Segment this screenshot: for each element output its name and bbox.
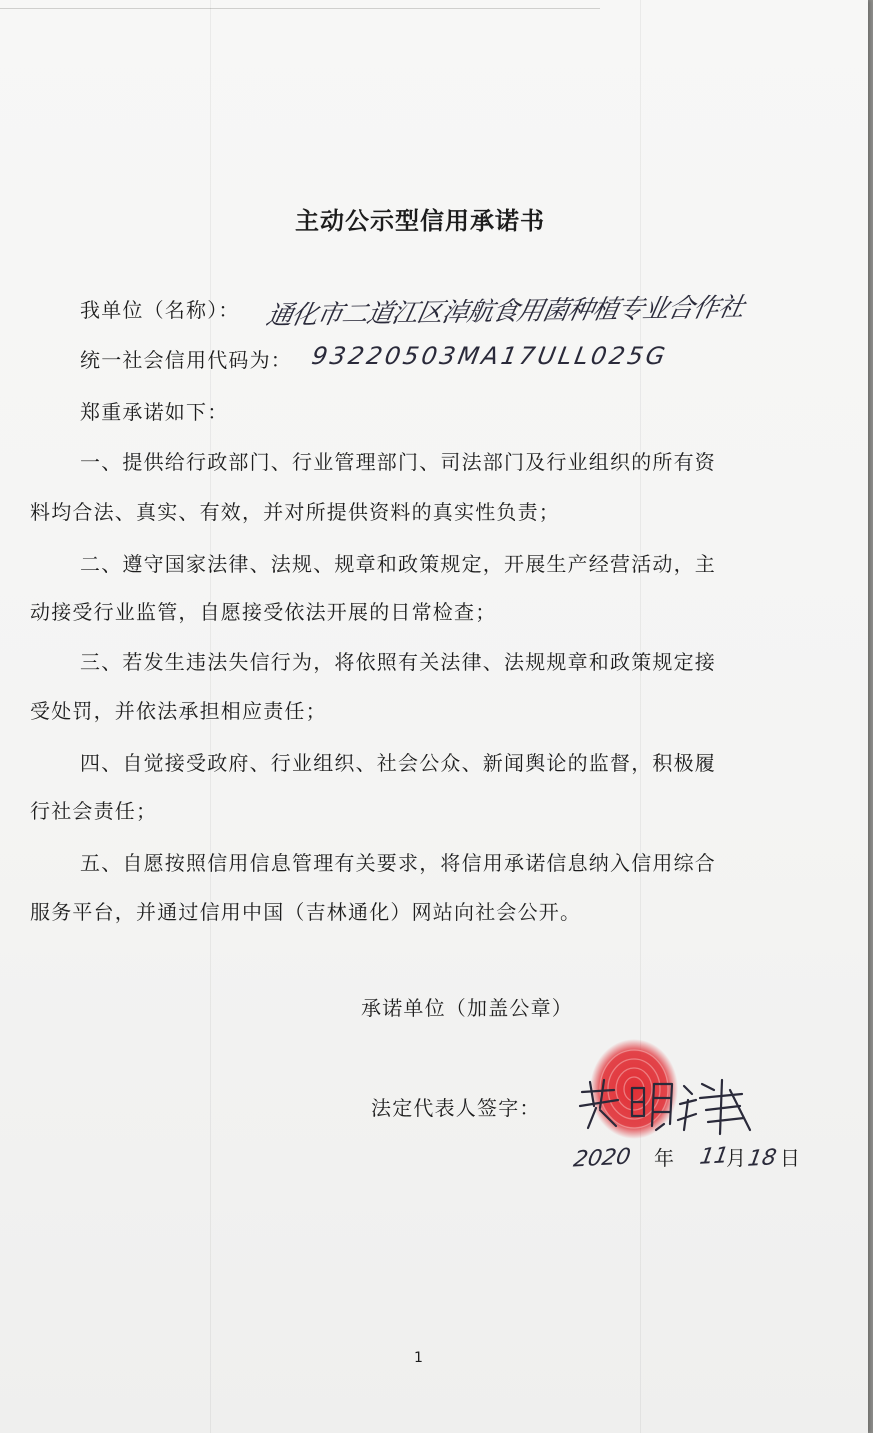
- page-top-edge: [0, 0, 600, 9]
- date-day: 18: [745, 1145, 779, 1172]
- clause-line: 一、提供给行政部门、行业管理部门、司法部门及行业组织的所有资: [80, 450, 716, 474]
- commitment-intro: 郑重承诺如下：: [80, 400, 229, 424]
- date-year: 2020: [571, 1144, 633, 1173]
- clause-line: 五、自愿按照信用信息管理有关要求，将信用承诺信息纳入信用综合: [80, 851, 716, 875]
- unit-name-label: 我单位（名称）：: [80, 298, 240, 322]
- handwritten-signature: [574, 1070, 754, 1140]
- clause-line: 受处罚，并依法承担相应责任；: [30, 699, 327, 723]
- credit-code-label: 统一社会信用代码为：: [80, 348, 292, 372]
- date-day-char: 日: [780, 1146, 800, 1170]
- date-month: 11: [697, 1143, 731, 1170]
- clause-line: 料均合法、真实、有效，并对所提供资料的真实性负责；: [30, 500, 560, 524]
- clause-line: 服务平台，并通过信用中国（吉林通化）网站向社会公开。: [30, 900, 582, 924]
- date-month-char: 月: [726, 1146, 746, 1170]
- clause-line: 行社会责任；: [30, 799, 158, 823]
- unit-name-handwritten: 通化市二道江区淖航食用菌种植专业合作社: [263, 292, 747, 332]
- seal-label: 承诺单位（加盖公章）: [361, 996, 573, 1020]
- date-year-char: 年: [654, 1146, 674, 1170]
- page-number: 1: [414, 1350, 423, 1366]
- credit-code-handwritten: 93220503MA17ULL025G: [309, 342, 671, 370]
- document-title: 主动公示型信用承诺书: [295, 207, 545, 235]
- clause-line: 四、自觉接受政府、行业组织、社会公众、新闻舆论的监督，积极履: [80, 751, 716, 775]
- signature-label: 法定代表人签字：: [371, 1096, 541, 1120]
- clause-line: 动接受行业监管，自愿接受依法开展的日常检查；: [30, 600, 497, 624]
- clause-line: 三、若发生违法失信行为，将依照有关法律、法规规章和政策规定接: [80, 650, 716, 674]
- clause-line: 二、遵守国家法律、法规、规章和政策规定，开展生产经营活动，主: [80, 552, 716, 576]
